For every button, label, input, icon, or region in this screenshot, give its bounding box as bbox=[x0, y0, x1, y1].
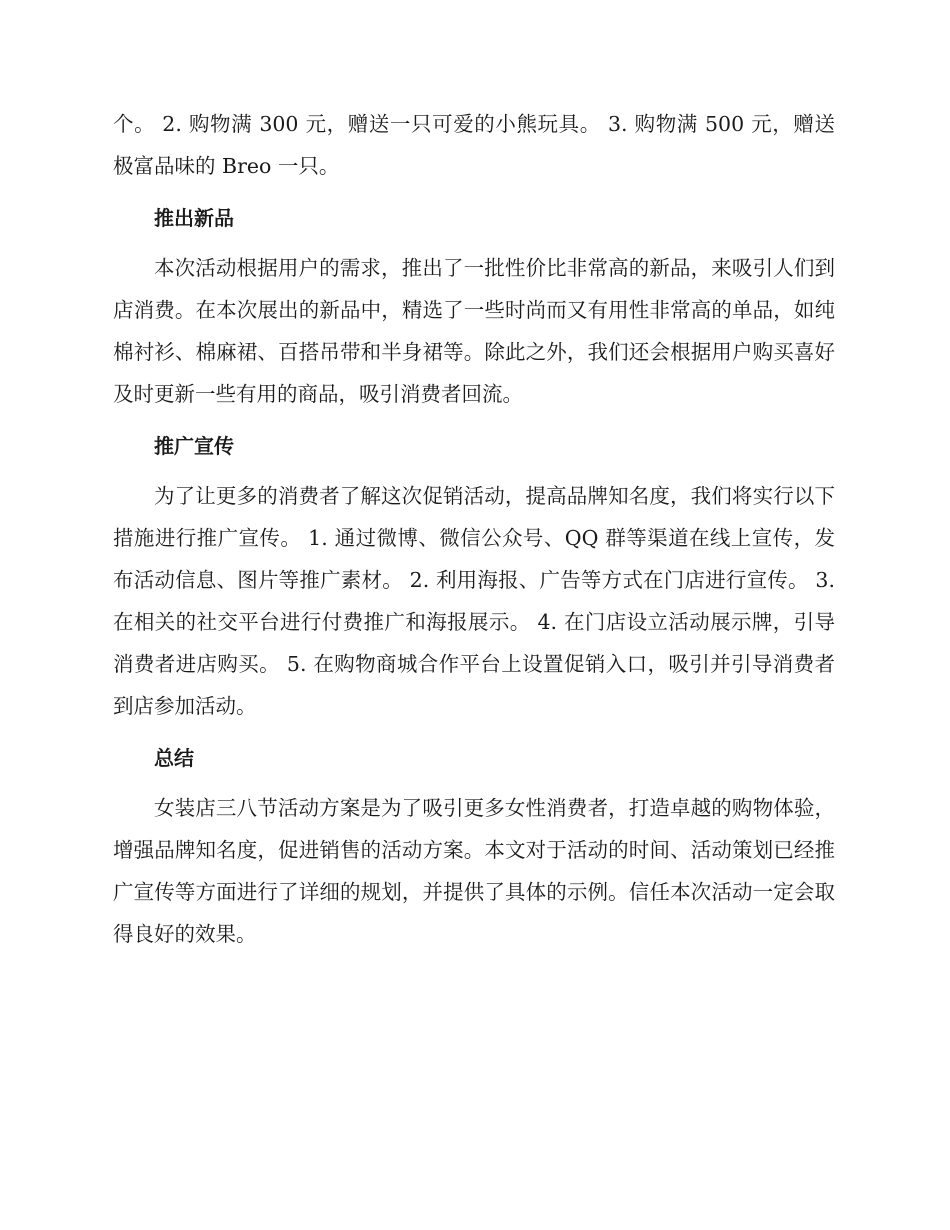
document-page bbox=[113, 103, 835, 955]
section-heading-summary: 总结 bbox=[154, 746, 194, 770]
section-body-promotion: 为了让更多的消费者了解这次促销活动，提高品牌知名度，我们将实行以下措施进行推广宣传。 1. 通过微博、微信公众号、QQ 群等渠道在线上宣传，发布活动信息、图片等推广素材。 2. 利用海报、广告等方式在门店进行宣传。 3. 在相关的社交平台进行付费推广和海报展示。 4. 在门店设立活动展示牌，引导消费者进店购买。 5. 在购物商城合作平台上设置促销入口，吸引并引导消费者到店参加活动。 bbox=[113, 484, 835, 718]
section-body-new-products: 本次活动根据用户的需求，推出了一批性价比非常高的新品，来吸引人们到店消费。在本次展出的新品中，精选了一些时尚而又有用性非常高的单品，如纯棉衬衫、棉麻裙、百搭吊带和半身裙等。除此之外，我们还会根据用户购买喜好及时更新一些有用的商品，吸引消费者回流。 bbox=[113, 256, 835, 406]
intro-continuation-paragraph: 个。 2. 购物满 300 元，赠送一只可爱的小熊玩具。 3. 购物满 500 元，赠送极富品味的 Breo 一只。 bbox=[113, 112, 835, 178]
section-heading-promotion: 推广宣传 bbox=[154, 434, 234, 458]
section-body-summary: 女装店三八节活动方案是为了吸引更多女性消费者，打造卓越的购物体验，增强品牌知名度，促进销售的活动方案。本文对于活动的时间、活动策划已经推广宣传等方面进行了详细的规划，并提供了具体的示例。信任本次活动一定会取得良好的效果。 bbox=[113, 796, 835, 946]
section-heading-new-products: 推出新品 bbox=[154, 206, 234, 230]
